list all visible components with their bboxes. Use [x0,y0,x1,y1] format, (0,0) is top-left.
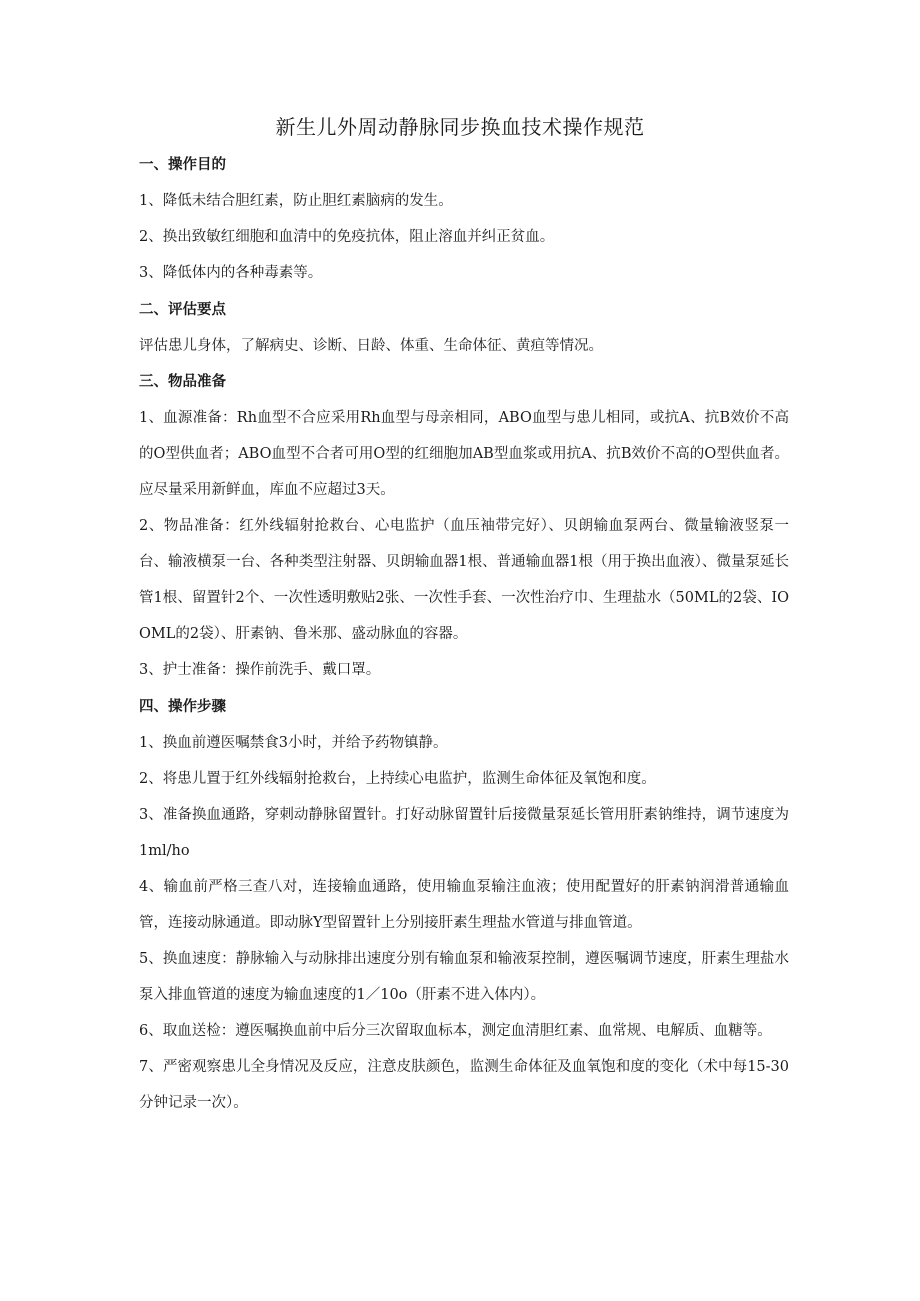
paragraph: 1、血源准备：Rh血型不合应采用Rh血型与母亲相同，ABO血型与患儿相同，或抗A、抗B效价不高的O型供血者；ABO血型不合者可用O型的红细胞加AB型血浆或用抗A、抗B效价不高的O型供血者。应尽量采用新鲜血，库血不应超过3天。 [139,410,789,498]
section-procedure-body [139,725,789,1121]
paragraph: 4、输血前严格三查八对，连接输血通路，使用输血泵输注血液；使用配置好的肝素钠润滑普通输血管，连接动脉通道。即动脉Y型留置针上分别接肝素生理盐水管道与排血管道。 [139,879,789,931]
paragraph: 3、准备换血通路，穿刺动静脉留置针。打好动脉留置针后接微量泵延长管用肝素钠维持，调节速度为1ml/ho [139,807,789,859]
section-purpose-body [139,183,789,291]
paragraph: 2、换出致敏红细胞和血清中的免疫抗体，阻止溶血并纠正贫血。 [139,229,555,245]
section-assessment [139,300,789,320]
section-heading: 二、评估要点 [139,302,226,318]
section-heading: 三、物品准备 [139,374,226,390]
paragraph: 2、物品准备：红外线辐射抢救台、心电监护（血压袖带完好）、贝朗输血泵两台、微量输液竖泵一台、输液横泵一台、各种类型注射器、贝朗输血器1根、普通输血器1根（用于换出血液）、微量泵延长管1根、留置针2个、一次性透明敷贴2张、一次性手套、一次性治疗巾、生理盐水（50ML的2袋、IOOML的2袋）、肝素钠、鲁米那、盛动脉血的容器。 [139,518,789,642]
paragraph: 6、取血送检：遵医嘱换血前中后分三次留取血标本，测定血清胆红素、血常规、电解质、血糖等。 [139,1023,772,1039]
section-heading: 一、操作目的 [139,157,226,173]
paragraph: 3、降低体内的各种毒素等。 [139,265,323,281]
paragraph: 2、将患儿置于红外线辐射抢救台，上持续心电监护，监测生命体征及氧饱和度。 [139,771,656,787]
section-assessment-body [139,328,789,364]
section-purpose [139,155,789,175]
paragraph: 3、护士准备：操作前洗手、戴口罩。 [139,662,381,678]
paragraph: 评估患儿身体，了解病史、诊断、日龄、体重、生命体征、黄疸等情况。 [139,338,603,354]
section-procedure [139,697,789,717]
paragraph: 5、换血速度：静脉输入与动脉排出速度分别有输血泵和输液泵控制，遵医嘱调节速度，肝素生理盐水泵入排血管道的速度为输血速度的1／10o（肝素不进入体内）。 [139,951,789,1003]
section-materials [139,372,789,392]
paragraph: 7、严密观察患儿全身情况及反应，注意皮肤颜色，监测生命体征及血氧饱和度的变化（术中每15-30分钟记录一次）。 [139,1059,789,1111]
paragraph: 1、降低未结合胆红素，防止胆红素脑病的发生。 [139,193,453,209]
section-materials-body [139,400,789,688]
section-heading: 四、操作步骤 [139,699,226,715]
paragraph: 1、换血前遵医嘱禁食3小时，并给予药物镇静。 [139,735,448,751]
document-title: 新生儿外周动静脉同步换血技术操作规范 [275,115,645,139]
